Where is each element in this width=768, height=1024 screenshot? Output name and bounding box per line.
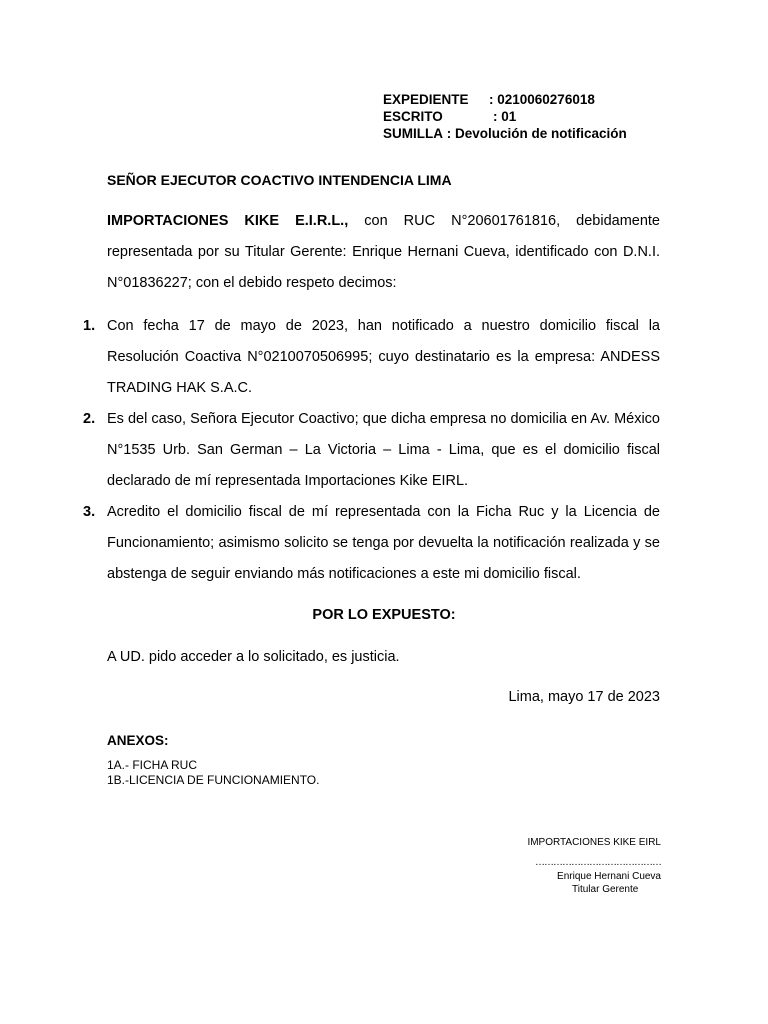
intro-paragraph — [107, 206, 660, 299]
company-name: IMPORTACIONES KIKE E.I.R.L., — [107, 213, 349, 229]
annex-item: 1A.- FICHA RUC — [107, 758, 198, 772]
list-item — [83, 404, 660, 497]
sumilla-value: : Devolución de notificación — [446, 126, 627, 141]
signature-name: Enrique Hernani Cueva — [557, 871, 661, 882]
annexes-title: ANEXOS: — [107, 733, 169, 748]
escrito-label: ESCRITO — [383, 109, 443, 124]
case-header — [383, 91, 627, 142]
addressee: SEÑOR EJECUTOR COACTIVO INTENDENCIA LIMA — [107, 172, 452, 188]
expediente-row — [383, 91, 627, 108]
item-number: 3. — [83, 504, 96, 520]
por-lo-expuesto-heading: POR LO EXPUESTO: — [312, 607, 456, 623]
item-text: Acredito el domicilio fiscal de mí representada con la Ficha Ruc y la Licencia de Funcionamiento; asimismo solicito se tenga por devuelta la notificación realizada y se abstenga de seguir enviando más notificaciones a este mi domicilio fiscal. — [107, 504, 660, 582]
signature-title: Titular Gerente — [572, 884, 639, 895]
escrito-value: : 01 — [493, 109, 517, 124]
request-text: A UD. pido acceder a lo solicitado, es justicia. — [107, 649, 400, 665]
list-item — [83, 497, 660, 590]
annex-item: 1B.-LICENCIA DE FUNCIONAMIENTO. — [107, 773, 320, 787]
item-number: 1. — [83, 318, 96, 334]
expediente-label: EXPEDIENTE — [383, 92, 469, 107]
item-text: Con fecha 17 de mayo de 2023, han notificado a nuestro domicilio fiscal la Resolución Coactiva N°0210070506995; cuyo destinatario es la empresa: ANDESS TRADING HAK S.A.C. — [107, 318, 660, 396]
escrito-row — [383, 108, 627, 125]
annexes-list — [107, 758, 319, 788]
item-text: Es del caso, Señora Ejecutor Coactivo; que dicha empresa no domicilia en Av. México N°1535 Urb. San German – La Victoria – Lima - Lima, que es el domicilio fiscal declarado de mí representada Importaciones Kike EIRL. — [107, 411, 660, 489]
date-line: Lima, mayo 17 de 2023 — [508, 689, 660, 705]
sumilla-label: SUMILLA — [383, 126, 443, 141]
signature-company: IMPORTACIONES KIKE EIRL — [527, 837, 661, 848]
item-number: 2. — [83, 411, 96, 427]
intro-text: con RUC N°20601761816, debidamente representada por su Titular Gerente: Enrique Hernani Cueva, identificado con D.N.I. N°01836227; con el debido respeto decimos: — [107, 213, 660, 291]
list-item — [83, 311, 660, 404]
signature-line: …………………………………… — [535, 857, 661, 868]
sumilla-row — [383, 125, 627, 142]
expediente-value: : 0210060276018 — [489, 92, 595, 107]
